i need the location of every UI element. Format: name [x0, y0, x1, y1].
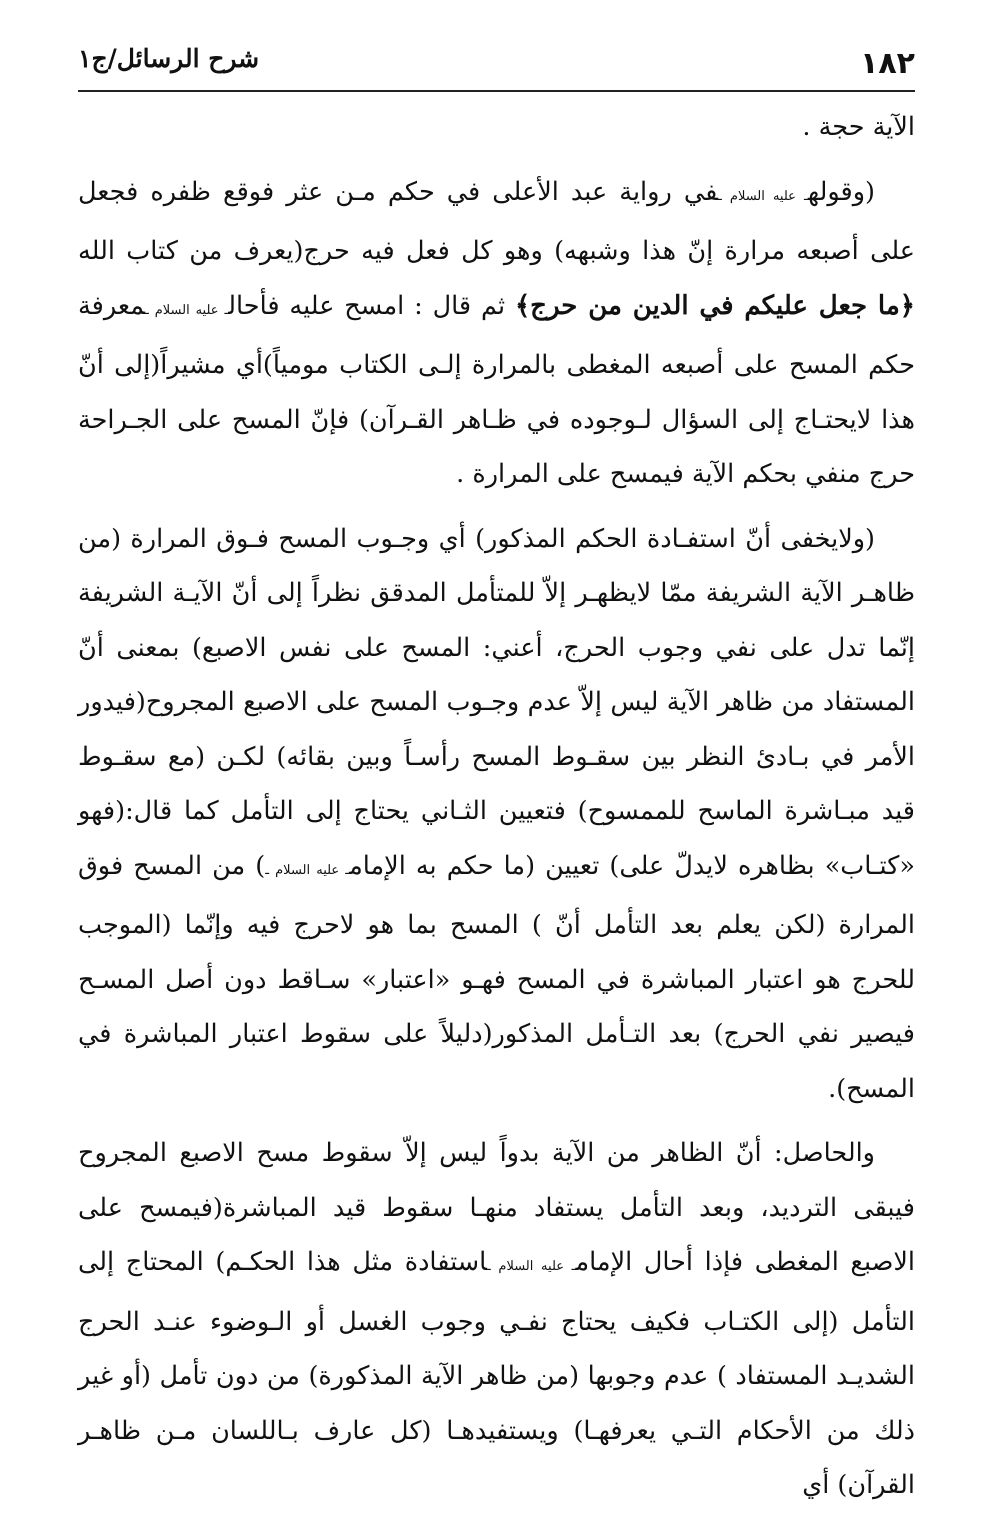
- paragraph-text: ) من المسح فوق المرارة (لكن يعلم بعد التأمل أنّ ) المسح بما هو لاحرج فيه وإنّما (الموجب للحرج هو اعتبار المباشرة في المسح فهـو «اعتبار» سـاقط دون أصل المسـح فيصير نفي الحرج) بعد التـأمل المذكور(دليلاً على سقوط اعتبار المباشرة في المسح).: [78, 850, 915, 1104]
- paragraph-text: معرفة حكم المسح على أصبعه المغطى بالمرارة إلـى الكتاب مومياً)أي مشيراً(إلى أنّ هذا لايحتـاج إلى السؤال لـوجوده في ظـاهر القـرآن) فإنّ المسح على الجـراحة حرج منفي بحكم الآية فيمسح على المرارة .: [78, 290, 915, 489]
- paragraph: [78, 1126, 915, 1513]
- page-body: [78, 100, 915, 1513]
- paragraph-text: والحاصل: أنّ الظاهر من الآية بدواً ليس إلاّ سقوط مسح الاصبع المجروح فيبقى الترديد، وبعد التأمل يستفاد منهـا سقوط قيد المباشرة(فيمسح على الاصبع المغطى فإذا أحال الإمام: [78, 1138, 915, 1277]
- page-header: [78, 40, 915, 92]
- honorific: ـ عليه السلام ـ: [265, 862, 350, 878]
- paragraph-text: (وقوله: [807, 176, 875, 207]
- paragraph-text: استفادة مثل هذا الحكـم) المحتاج إلى التأمل (إلى الكتـاب فكيف يحتاج نفـي وجوب الغسل أو الـوضوء عنـد الحرج الشديـد المستفاد ) عدم وجوبها (من ظاهر الآية المذكورة) من دون تأمل (أو غير ذلك من الأحكام التـي يعرفهـا) ويستفيدهـا (كل عارف بـاللسان مـن ظاهـر القرآن) أي: [78, 1247, 915, 1500]
- honorific: ـ عليه السلام ـ: [486, 1259, 576, 1274]
- quran-verse: ﴿ما جعل عليكم في الدين من حرج﴾: [514, 290, 915, 321]
- book-title: شرح الرسائل/ج١: [78, 44, 260, 73]
- paragraph-text: الآية حجة .: [802, 112, 915, 142]
- honorific: ـ عليه السلام ـ: [717, 188, 808, 204]
- paragraph: [78, 512, 915, 1117]
- page-number: ١٨٢: [860, 46, 915, 81]
- paragraph: [78, 165, 915, 502]
- honorific: ـ عليه السلام ـ: [144, 302, 229, 318]
- paragraph-text: في رواية عبد الأعلى في حكم مـن عثر فوقع ظفره فجعل على أصبعه مرارة إنّ هذا وشبهه) وهو كل فعل فيه حرج(يعرف من كتاب الله: [78, 176, 915, 266]
- paragraph-text: (ولايخفى أنّ استفـادة الحكم المذكور) أي وجـوب المسح فـوق المرارة (من ظاهـر الآية الشريفة ممّا لايظهـر إلاّ للمتأمل المدقق نظراً إلى أنّ الآيـة الشريفة إنّما تدل على نفي وجوب الحرج، أعني: المسح على نفس الاصبع) بمعنى أنّ المستفاد من ظاهر الآية ليس إلاّ عدم وجـوب المسح على الاصبع المجروح(فيدور الأمر في بـادئ النظر بين سقـوط المسح رأسـاً وبين بقائه) لكـن (مع سقـوط قيد مبـاشرة الماسح للممسوح) فتعيين الثـاني يحتاج إلى التأمل كما قال:(فهو «كتـاب» بظاهره لايدلّ على) تعيين (ما حكم به الإمام: [78, 523, 915, 881]
- paragraph-text: ثم قال : امسح عليه فأحال: [228, 290, 515, 321]
- paragraph: [78, 100, 915, 155]
